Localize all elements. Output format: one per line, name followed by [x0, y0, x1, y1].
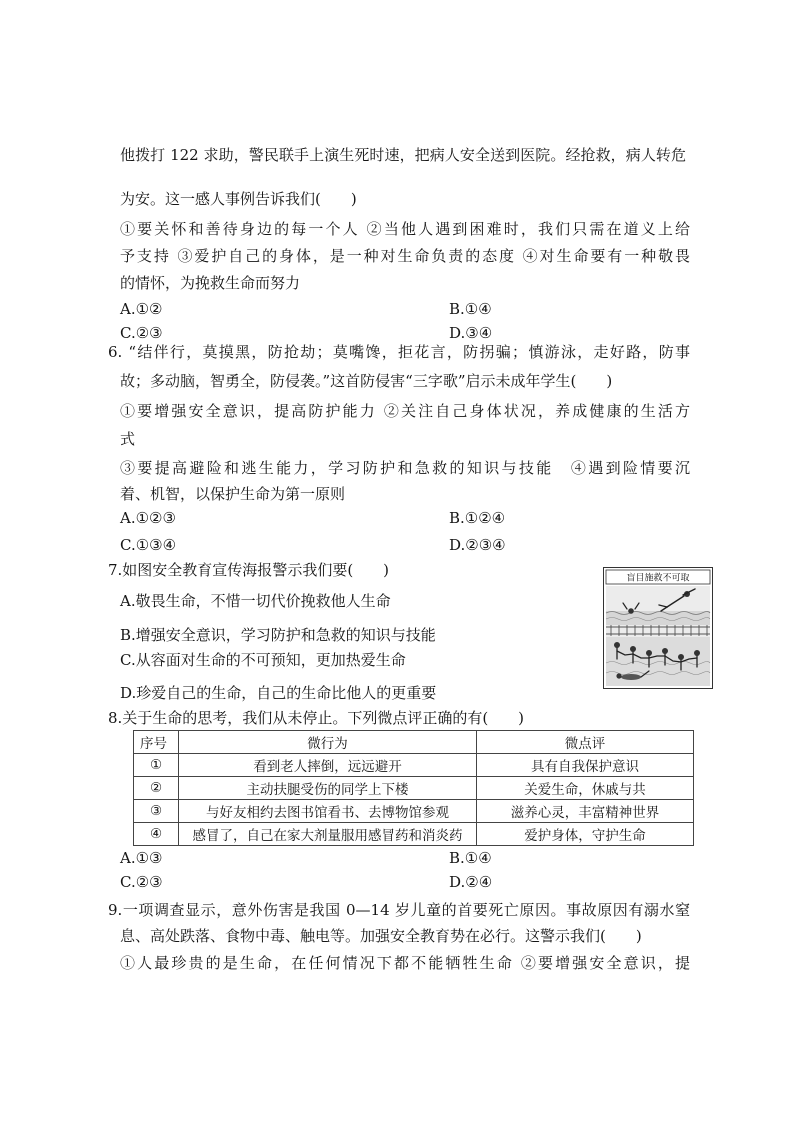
- q7-option-d: D.珍爱自己的生命，自己的生命比他人的更重要: [120, 684, 437, 702]
- q5-option-d: D.③④: [449, 324, 493, 342]
- q6-option-a: A.①②③: [120, 509, 176, 527]
- behavior-comment-table: [133, 730, 694, 846]
- table-cell-number: ④: [134, 823, 179, 846]
- table-header-behavior: 微行为: [179, 731, 477, 754]
- q7-option-c: C.从容面对生命的不可预知，更加热爱生命: [120, 651, 406, 669]
- q6-statement-line: 式: [120, 430, 136, 448]
- q7-option-b: B.增强安全意识，学习防护和急救的知识与技能: [120, 626, 436, 644]
- q6-option-b: B.①②④: [449, 509, 506, 527]
- q6-statement-line: ①要增强安全意识，提高防护能力 ②关注自己身体状况，养成健康的生活方: [120, 402, 690, 420]
- q6-stem-line: 6. “结伴行，莫摸黑，防抢劫；莫嘴馋，拒花言，防拐骗；慎游泳，走好路，防事: [108, 343, 690, 361]
- poster-title: [606, 570, 710, 584]
- table-row: [134, 800, 694, 823]
- table-cell-comment: 滋养心灵，丰富精神世界: [477, 800, 694, 823]
- table-cell-comment: 爱护身体，守护生命: [477, 823, 694, 846]
- q9-stem-line: 息、高处跌落、食物中毒、触电等。加强安全教育势在必行。这警示我们( ): [120, 927, 642, 945]
- poster-title-text: 盲目施救不可取: [626, 573, 690, 584]
- q9-stem-line: 9.一项调查显示，意外伤害是我国 0—14 岁儿童的首要死亡原因。事故原因有溺水窒: [108, 901, 690, 919]
- upper-pool-water: [606, 611, 710, 625]
- table-cell-behavior: 感冒了，自己在家大剂量服用感冒药和消炎药: [179, 823, 477, 846]
- q6-statement-line: 着、机智，以保护生命为第一原则: [120, 485, 346, 503]
- table-header-comment: 微点评: [477, 731, 694, 754]
- q8-option-c: C.②③: [120, 873, 163, 891]
- q6-option-c: C.①③④: [120, 536, 177, 554]
- q8-option-b: B.①④: [449, 849, 492, 867]
- table-cell-comment: 具有自我保护意识: [477, 754, 694, 777]
- q7-stem: 7.如图安全教育宣传海报警示我们要( ): [108, 561, 390, 579]
- q7-option-a: A.敬畏生命，不惜一切代价挽救他人生命: [120, 592, 391, 610]
- table-row: [134, 777, 694, 800]
- q5-statement-line: 予支持 ③爱护自己的身体，是一种对生命负责的态度 ④对生命要有一种敬畏: [120, 247, 690, 265]
- table-row: [134, 823, 694, 846]
- table-row: [134, 754, 694, 777]
- table-cell-number: ③: [134, 800, 179, 823]
- lower-water: [606, 637, 710, 686]
- table-header-row: [134, 731, 694, 754]
- q5-stem-line: 为安。这一感人事例告诉我们( ): [120, 190, 357, 208]
- q8-stem: 8.关于生命的思考，我们从未停止。下列微点评正确的有( ): [108, 709, 525, 727]
- q5-option-a: A.①②: [120, 300, 163, 318]
- table-cell-behavior: 看到老人摔倒，远远避开: [179, 754, 477, 777]
- table-cell-comment: 关爱生命，休戚与共: [477, 777, 694, 800]
- table-cell-behavior: 主动扶腿受伤的同学上下楼: [179, 777, 477, 800]
- q6-stem-line: 故；多动脑，智勇全，防侵袭。”这首防侵害“三字歌”启示未成年学生( ): [120, 372, 613, 390]
- table-header-number: 序号: [134, 731, 179, 754]
- q6-option-d: D.②③④: [449, 536, 506, 554]
- q5-statement-line: 的情怀，为挽救生命而努力: [120, 274, 301, 292]
- q8-option-a: A.①③: [120, 849, 163, 867]
- q8-option-d: D.②④: [449, 873, 493, 891]
- q9-statement-line: ①人最珍贵的是生命，在任何情况下都不能牺牲生命 ②要增强安全意识，提: [120, 954, 690, 972]
- q6-statement-line: ③要提高避险和逃生能力，学习防护和急救的知识与技能 ④遇到险情要沉: [120, 459, 690, 477]
- q5-option-c: C.②③: [120, 324, 163, 342]
- safety-poster-image: [603, 567, 713, 689]
- q5-statement-line: ①要关怀和善待身边的每一个人 ②当他人遇到困难时，我们只需在道义上给: [120, 220, 690, 238]
- table-cell-number: ①: [134, 754, 179, 777]
- q5-option-b: B.①④: [449, 300, 492, 318]
- q5-stem-line: 他拨打 122 求助，警民联手上演生死时速，把病人安全送到医院。经抢救，病人转危: [120, 146, 686, 164]
- table-cell-behavior: 与好友相约去图书馆看书、去博物馆参观: [179, 800, 477, 823]
- table-cell-number: ②: [134, 777, 179, 800]
